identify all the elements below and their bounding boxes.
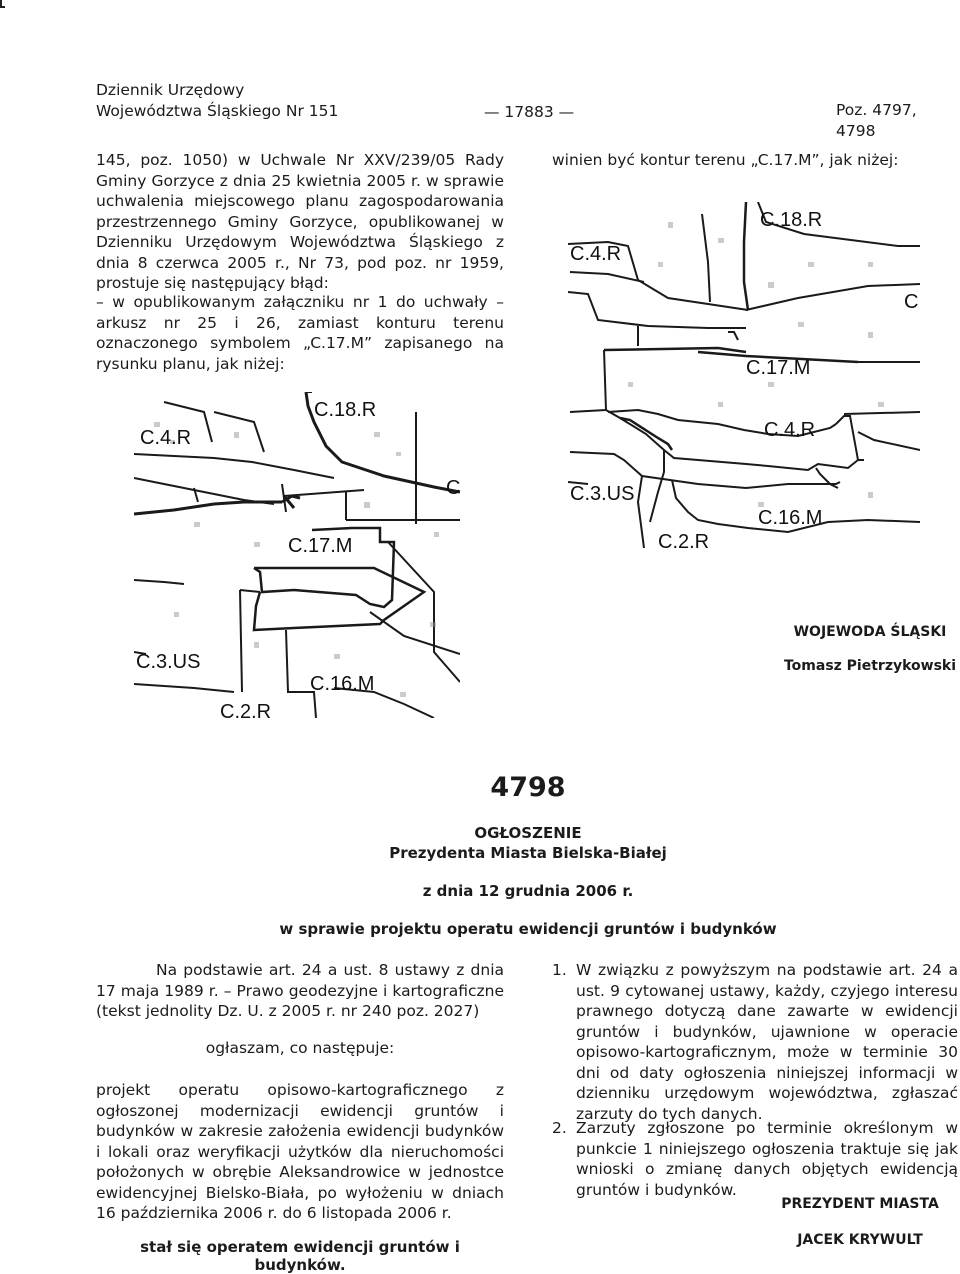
map-left-label-c18r: C.18.R <box>314 399 377 421</box>
map-right-label-c17m: C.17.M <box>746 357 811 379</box>
map-right-label-c4r-top: C.4.R <box>570 243 622 265</box>
map-right-label-c3us: C.3.US <box>570 483 635 505</box>
project-paragraph: projekt operatu opisowo-kartograficznego z ogłoszonej modernizacji ewidencji gruntów i budynków w zakresie założenia ewidencji budynków i lokali oraz weryfikacji użytków dla nieruchomości położonych w obrębie Aleksandrowice w jednostce ewidencyjnej Bielsko-Biała, po wyłożeniu w dniach 16 października 2006 r. do 6 listopada 2006 r. <box>96 1081 504 1222</box>
announcement-issuer: Prezydenta Miasta Bielska-Białej <box>389 844 667 862</box>
map-left-label-c3us: C.3.US <box>136 651 201 673</box>
map-right-label-c18r: C.18.R <box>760 209 823 231</box>
map-left-label-c2r: C.2.R <box>220 701 272 718</box>
signature-4797-title: WOJEWODA ŚLĄSKI <box>793 624 947 640</box>
announce-line: ogłaszam, co następuje: <box>205 1039 395 1057</box>
position-ref: Poz. 4797, 4798 <box>836 101 917 140</box>
journal-line-1: Dziennik Urzędowy <box>96 81 245 99</box>
correction-intro: winien być kontur terenu „C.17.M”, jak niżej: <box>552 151 899 169</box>
list-item-1-text: W związku z powyższym na podstawie art. 24 a ust. 9 cytowanej ustawy, każdy, czyjego interesu prawnego dotyczą dane zawarte w ewidencji gruntów i budynków, ujawnione w operacie opisowo-kartograficznym, może w terminie 30 dni od daty ogłoszenia niniejszej informacji w dzienniku urzędowym województwa, zgłaszać zarzuty do tych danych. <box>576 961 958 1123</box>
became-operat-line: stał się operatem ewidencji gruntów i budynków. <box>140 1238 460 1274</box>
map-left-drawing <box>134 392 460 718</box>
page-number: — 17883 — <box>484 103 575 121</box>
map-erroneous-contour <box>134 392 460 718</box>
correction-paragraph: 145, poz. 1050) w Uchwale Nr XXV/239/05 Rady Gminy Gorzyce z dnia 25 kwietnia 2005 r. w sprawie uchwalenia miejscowego planu zagospodarowania przestrzennego Gminy Gorzyce, opublikowanej w Dzienniku Urzędowym Województwa Śląskiego z dnia 8 czerwca 2005 r., Nr 73, pod poz. nr 1959, prostuje się następujący błąd: <box>96 151 504 292</box>
signature-4798-title: PREZYDENT MIASTA <box>781 1196 939 1212</box>
announcement-subject: w sprawie projektu operatu ewidencji gruntów i budynków <box>279 920 777 938</box>
legal-basis: Na podstawie art. 24 a ust. 8 ustawy z dnia 17 maja 1989 r. – Prawo geodezyjne i kartograficzne (tekst jednolity Dz. U. z 2005 r. nr 240 poz. 2027) <box>96 961 504 1020</box>
list-item-2-number: 2. <box>552 1119 567 1137</box>
map-left-label-c17m: C.17.M <box>288 535 353 557</box>
announcement-number: 4798 <box>490 772 566 803</box>
map-right-label-c4r-bottom: C.4.R <box>764 419 816 441</box>
list-item-1-number: 1. <box>552 961 567 979</box>
map-right-label-c: C <box>904 291 919 313</box>
map-left-label-c16m: C.16.M <box>310 673 375 695</box>
list-item-2-text: Zarzuty zgłoszone po terminie określonym w punkcie 1 niniejszego ogłoszenia traktuje się jak wnioski o zmianę danych objętych ewidencją gruntów i budynków. <box>576 1119 958 1199</box>
map-right-label-c2r: C.2.R <box>658 531 710 548</box>
map-corrected-contour <box>568 202 920 548</box>
map-right-drawing <box>568 202 920 548</box>
map-left-label-c4r: C.4.R <box>140 427 192 449</box>
journal-line-2: Województwa Śląskiego Nr 151 <box>96 101 339 120</box>
announcement-heading: OGŁOSZENIE <box>474 824 582 842</box>
signature-4798-name: JACEK KRYWULT <box>797 1232 923 1248</box>
journal-title <box>96 80 338 121</box>
signature-4797-name: Tomasz Pietrzykowski <box>783 658 957 674</box>
announcement-date: z dnia 12 grudnia 2006 r. <box>422 882 634 900</box>
map-right-label-c16m: C.16.M <box>758 507 823 529</box>
correction-bullet: – w opublikowanym załączniku nr 1 do uchwały – arkusz nr 25 i 26, zamiast konturu terenu oznaczonego symbolem „C.17.M” zapisanego na rysunku planu, jak niżej: <box>96 293 504 373</box>
map-left-label-c: C <box>446 477 460 499</box>
scan-corner-mark <box>0 0 5 8</box>
